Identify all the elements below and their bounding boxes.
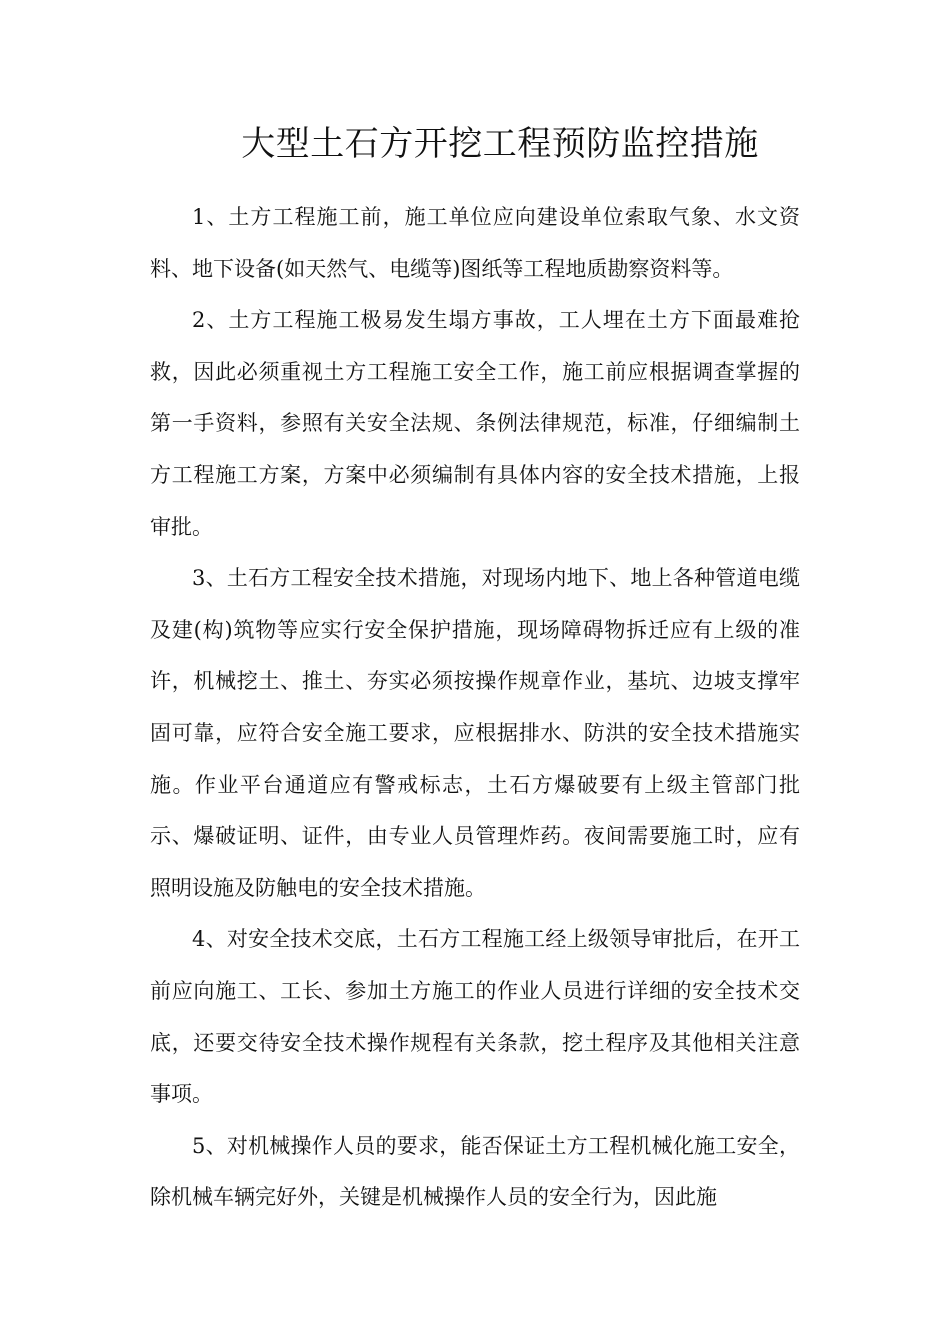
paragraph-5: 5、对机械操作人员的要求，能否保证土方工程机械化施工安全，除机械车辆完好外，关键是机械操作人员的安全行为，因此施 — [150, 1133, 800, 1210]
paragraph-1: 1、土方工程施工前，施工单位应向建设单位索取气象、水文资料、地下设备(如天然气、电缆等)图纸等工程地质勘察资料等。 — [150, 205, 800, 281]
document-body — [150, 192, 800, 1224]
paragraph-2: 2、土方工程施工极易发生塌方事故，工人埋在土方下面最难抢救，因此必须重视土方工程施工安全工作，施工前应根据调查掌握的第一手资料，参照有关安全法规、条例法律规范，标准，仔细编制土方工程施工方案，方案中必须编制有具体内容的安全技术措施，上报审批。 — [150, 308, 800, 539]
document-title: 大型土石方开挖工程预防监控措施 — [241, 124, 759, 164]
paragraph-3: 3、土石方工程安全技术措施，对现场内地下、地上各种管道电缆及建(构)筑物等应实行安全保护措施，现场障碍物拆迁应有上级的准许，机械挖土、推土、夯实必须按操作规章作业，基坑、边坡支撑牢固可靠，应符合安全施工要求，应根据排水、防洪的安全技术措施实施。作业平台通道应有警戒标志，土石方爆破要有上级主管部门批示、爆破证明、证件，由专业人员管理炸药。夜间需要施工时，应有照明设施及防触电的安全技术措施。 — [150, 566, 800, 900]
paragraph-4: 4、对安全技术交底，土石方工程施工经上级领导审批后，在开工前应向施工、工长、参加土方施工的作业人员进行详细的安全技术交底，还要交待安全技术操作规程有关条款，挖土程序及其他相关注意事项。 — [150, 927, 800, 1107]
